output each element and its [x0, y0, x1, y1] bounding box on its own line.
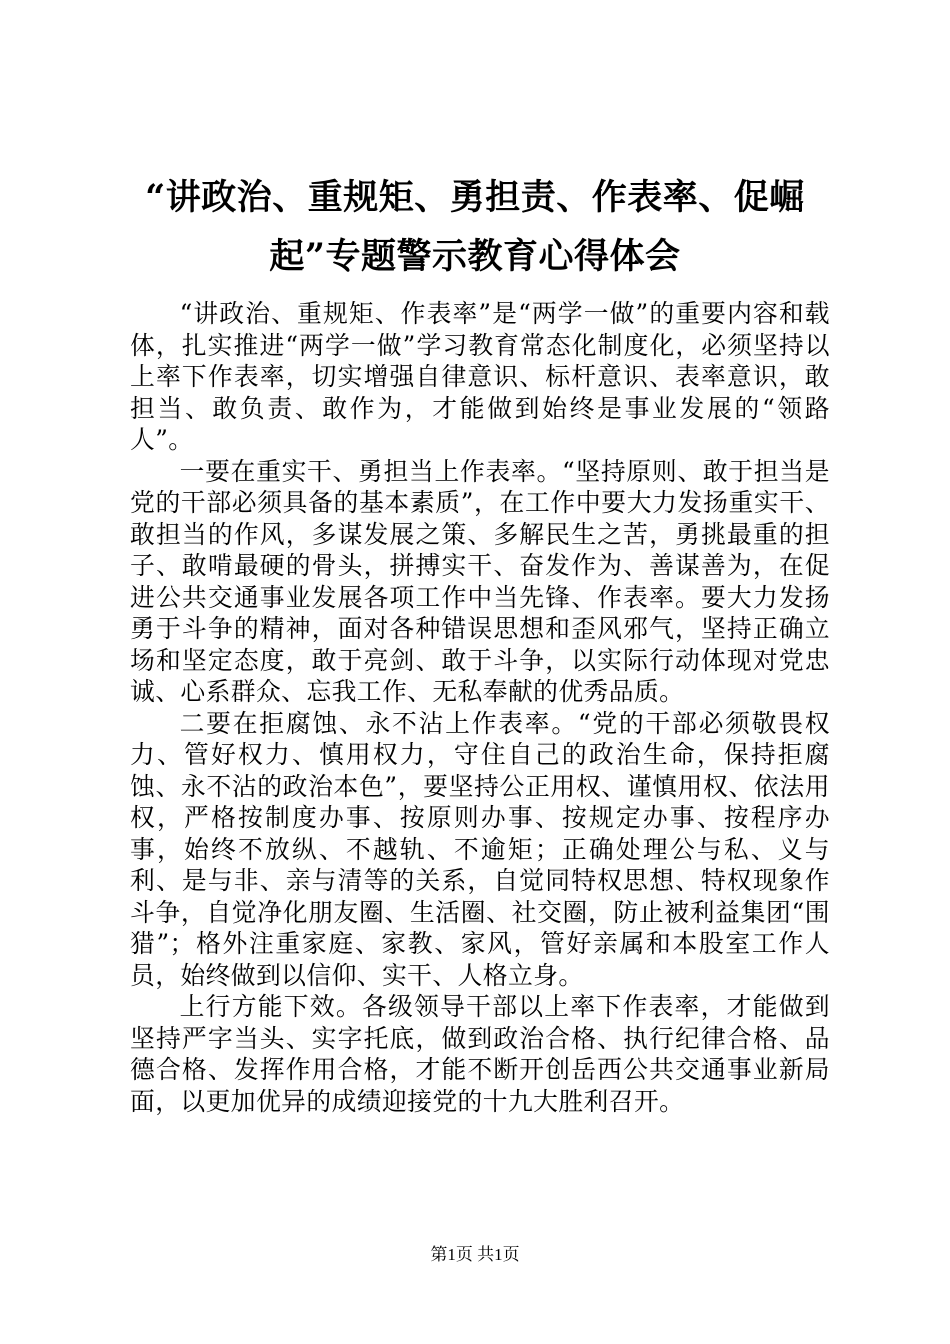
title-line-2: 起”专题警示教育心得体会 [269, 236, 681, 277]
paragraph-second-point: 二要在拒腐蚀、永不沾上作表率。“党的干部必须敬畏权力、管好权力、慎用权力，守住自己的政治生命，保持拒腐蚀、永不沾的政治本色”，要坚持公正用权、谨慎用权、依法用权，严格按制度办事、按原则办事、按规定办事、按程序办事，始终不放纵、不越轨、不逾矩；正确处理公与私、义与利、是与非、亲与清等的关系，自觉同特权思想、特权现象作斗争，自觉净化朋友圈、生活圈、社交圈，防止被利益集团“围猎”；格外注重家庭、家教、家风，管好亲属和本股室工作人员，始终做到以信仰、实干、人格立身。 [130, 708, 830, 990]
title-line-1: “讲政治、重规矩、勇担责、作表率、促崛 [145, 177, 805, 218]
paragraph-conclusion: 上行方能下效。各级领导干部以上率下作表率，才能做到坚持严字当头、实字托底，做到政治合格、执行纪律合格、品德合格、发挥作用合格，才能不断开创岳西公共交通事业新局面，以更加优异的成绩迎接党的十九大胜利召开。 [130, 992, 830, 1116]
page-footer: 第1页 共1页 [430, 1245, 520, 1264]
document-title [110, 168, 840, 286]
paragraph-first-point: 一要在重实干、勇担当上作表率。“坚持原则、敢于担当是党的干部必须具备的基本素质”，在工作中要大力发扬重实干、敢担当的作风，多谋发展之策、多解民生之苦，勇挑最重的担子、敢啃最硬的骨头，拼搏实干、奋发作为、善谋善为，在促进公共交通事业发展各项工作中当先锋、作表率。要大力发扬勇于斗争的精神，面对各种错误思想和歪风邪气，坚持正确立场和坚定态度，敢于亮剑、敢于斗争，以实际行动体现对党忠诚、心系群众、忘我工作、无私奉献的优秀品质。 [130, 456, 830, 706]
paragraph-intro: “讲政治、重规矩、作表率”是“两学一做”的重要内容和载体，扎实推进“两学一做”学习教育常态化制度化，必须坚持以上率下作表率，切实增强自律意识、标杆意识、表率意识，敢担当、敢负责、敢作为，才能做到始终是事业发展的“领路人”。 [130, 299, 830, 454]
document-body [130, 298, 830, 1117]
